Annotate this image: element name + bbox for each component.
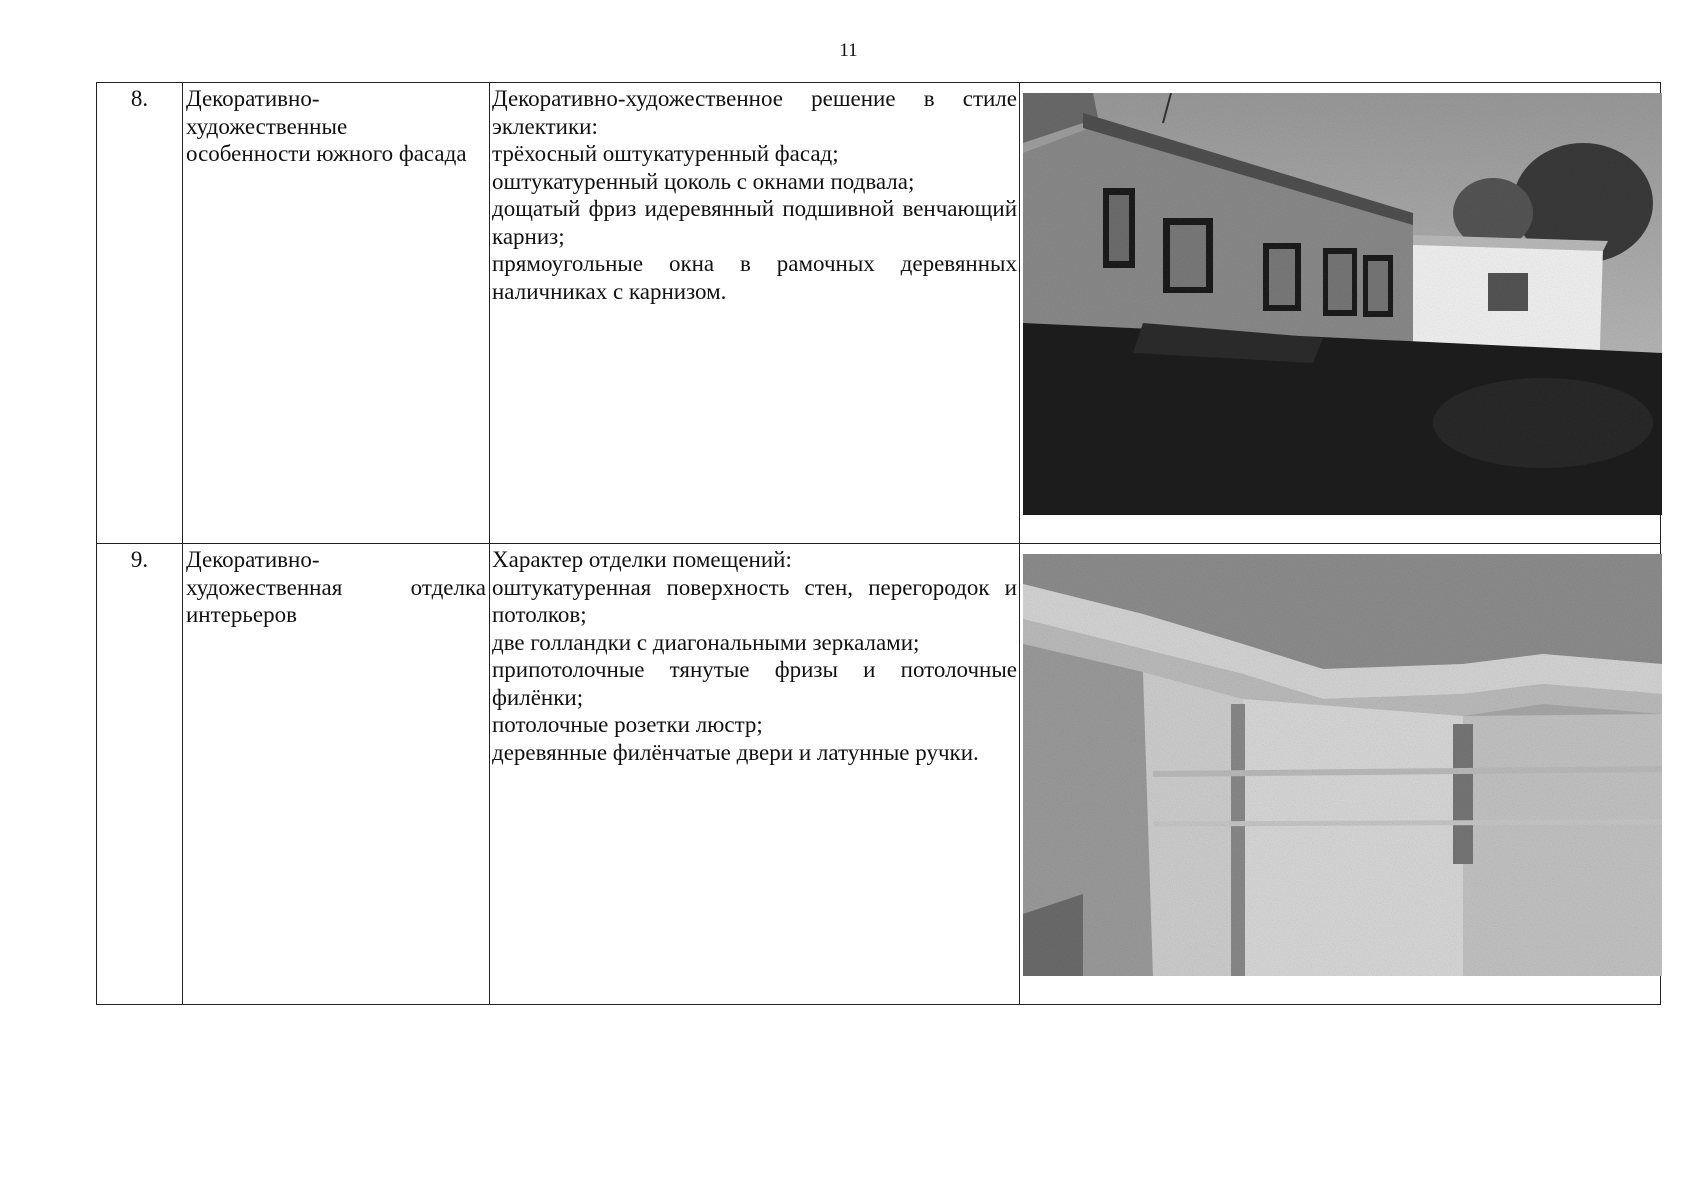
- building-facade-photo: [1023, 93, 1662, 515]
- description-intro: Декоративно-художественное решение в стиле эклектики:: [492, 86, 1017, 139]
- photo-cell: [1020, 83, 1661, 544]
- description-item: трёхосный оштукатуренный фасад;: [492, 141, 839, 166]
- row-number: 9.: [97, 544, 183, 1005]
- description-item: оштукатуренная поверхность стен, перегородок и потолков;: [492, 574, 1017, 627]
- description-item: две голландки с диагональными зеркалами;: [492, 629, 920, 655]
- element-name: [183, 544, 490, 1005]
- table-row: [97, 83, 1661, 544]
- element-description: [490, 544, 1020, 1005]
- interior-ceiling-photo: [1023, 554, 1662, 976]
- row-number: 8.: [97, 83, 183, 544]
- photo-cell: [1020, 544, 1661, 1005]
- element-name: [183, 83, 490, 544]
- description-item: припотолочные тянутые фризы и потолочные филёнки;: [492, 657, 1017, 710]
- content-table: [96, 82, 1661, 1005]
- description-intro: Характер отделки помещений:: [492, 547, 792, 572]
- description-item: потолочные розетки люстр;: [492, 712, 763, 737]
- description-item: дощатый фриз идеревянный подшивной венчающий карниз;: [492, 196, 1017, 249]
- element-name-line: Декоративно-: [186, 86, 320, 111]
- element-name-line: художественные: [186, 113, 348, 139]
- element-description: [490, 83, 1020, 544]
- element-name-line: особенности южного фасада: [186, 141, 467, 166]
- table-row: [97, 544, 1661, 1005]
- description-item: деревянные филёнчатые двери и латунные ручки.: [492, 739, 979, 765]
- element-name-line: художественная отделка интерьеров: [186, 574, 486, 627]
- element-name-line: Декоративно-: [186, 547, 320, 572]
- page-number: 11: [839, 40, 858, 61]
- description-item: прямоугольные окна в рамочных деревянных наличниках с карнизом.: [492, 251, 1017, 304]
- description-item: оштукатуренный цоколь с окнами подвала;: [492, 168, 915, 194]
